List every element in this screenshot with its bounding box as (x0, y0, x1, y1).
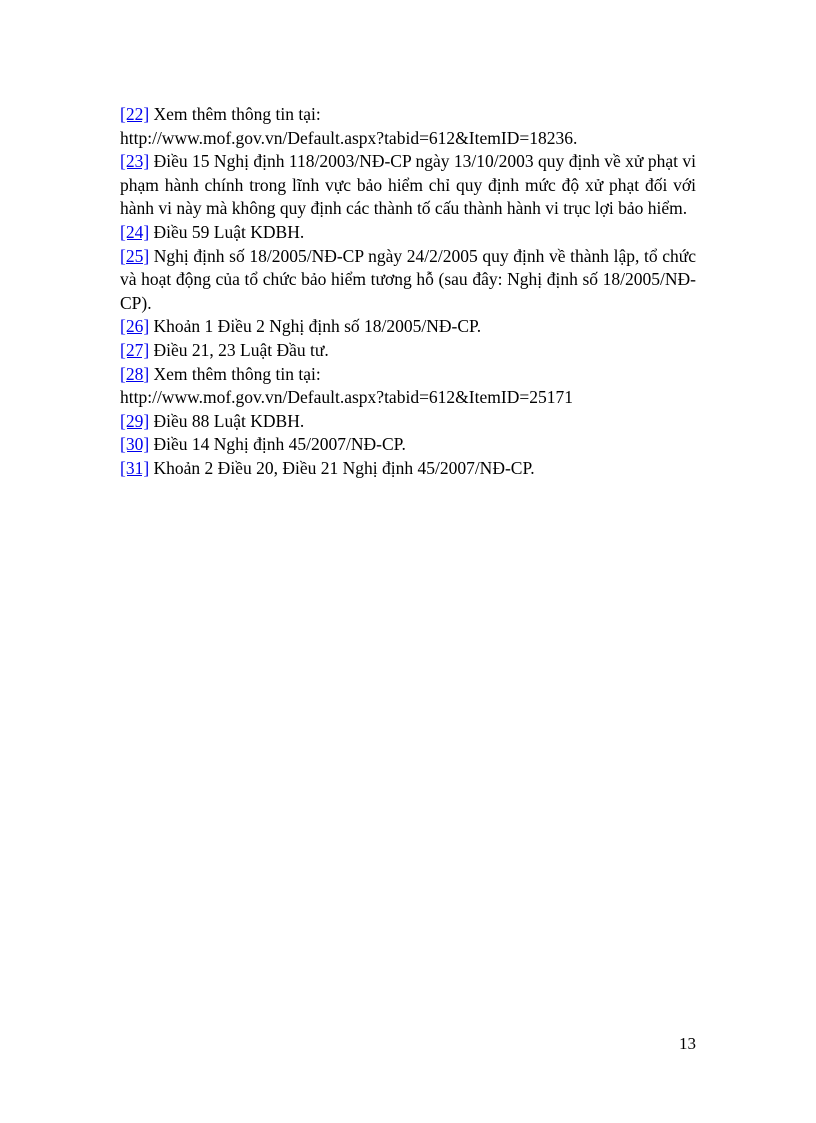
footnote-ref-link[interactable]: [25] (120, 245, 150, 266)
footnote-ref-link[interactable]: [23] (120, 151, 150, 172)
footnote-29 (120, 410, 696, 434)
footnote-url: http://www.mof.gov.vn/Default.aspx?tabid=612&ItemID=18236. (120, 127, 578, 148)
footnote-text: Nghị định số 18/2005/NĐ-CP ngày 24/2/2005 quy định về thành lập, tổ chức và hoạt động của tổ chức bảo hiểm tương hỗ (sau đây: Nghị định số 18/2005/NĐ-CP). (120, 245, 696, 313)
footnote-24 (120, 221, 696, 245)
footnote-url: http://www.mof.gov.vn/Default.aspx?tabid=612&ItemID=25171 (120, 387, 573, 408)
footnote-26 (120, 315, 696, 339)
footnote-text: Khoản 2 Điều 20, Điều 21 Nghị định 45/2007/NĐ-CP. (153, 457, 535, 478)
footnote-31 (120, 457, 696, 481)
footnote-text: Điều 88 Luật KDBH. (153, 410, 305, 431)
footnote-ref-link[interactable]: [27] (120, 339, 150, 360)
footnote-text: Xem thêm thông tin tại: (153, 104, 321, 124)
footnote-text: Xem thêm thông tin tại: (153, 363, 321, 384)
footnote-text: Điều 15 Nghị định 118/2003/NĐ-CP ngày 13/10/2003 quy định về xử phạt vi phạm hành chính trong lĩnh vực bảo hiểm chỉ quy định mức độ xử phạt đối với hành vi này mà không quy định các thành tố cấu thành hành vi trục lợi bảo hiểm. (120, 151, 696, 219)
footnote-28 (120, 363, 696, 387)
footnote-23 (120, 150, 696, 221)
footnote-ref-link[interactable]: [26] (120, 316, 150, 337)
page-number: 13 (679, 1034, 696, 1053)
footnote-ref-link[interactable]: [31] (120, 457, 150, 478)
footnote-27 (120, 339, 696, 363)
footnote-text: Điều 14 Nghị định 45/2007/NĐ-CP. (153, 434, 406, 455)
footnote-ref-link[interactable]: [24] (120, 221, 150, 242)
footnote-25 (120, 245, 696, 316)
footnote-ref-link[interactable]: [28] (120, 363, 150, 384)
footnote-ref-link[interactable]: [22] (120, 104, 150, 124)
footnote-ref-link[interactable]: [30] (120, 434, 150, 455)
footnote-22 (120, 103, 696, 127)
footnote-text: Khoản 1 Điều 2 Nghị định số 18/2005/NĐ-CP. (153, 316, 482, 337)
footnote-text: Điều 21, 23 Luật Đầu tư. (153, 339, 329, 360)
footnote-text: Điều 59 Luật KDBH. (153, 221, 305, 242)
footnote-ref-link[interactable]: [29] (120, 410, 150, 431)
footnote-30 (120, 433, 696, 457)
footnotes-list (120, 103, 696, 481)
